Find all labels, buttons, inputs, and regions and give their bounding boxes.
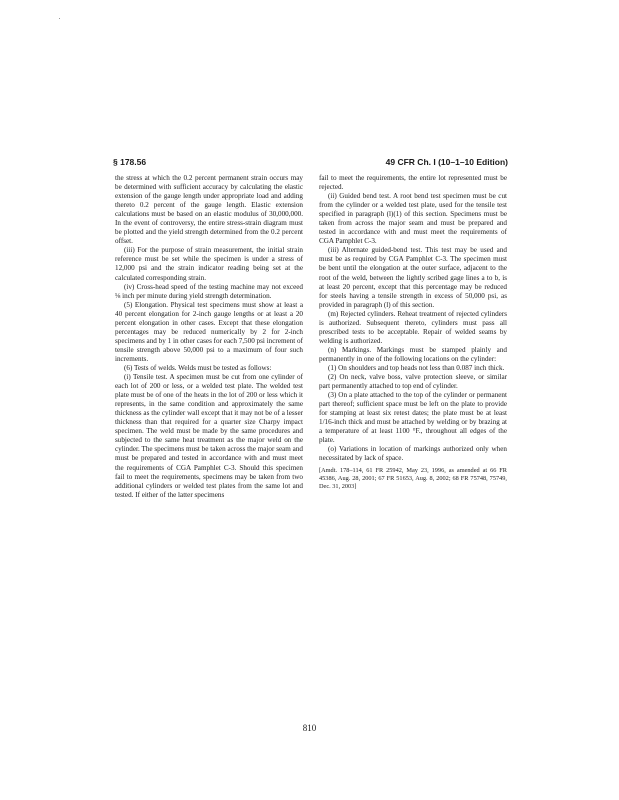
paragraph: fail to meet the requirements, the entire lot represented must be rejected. <box>319 174 507 192</box>
paragraph: (iv) Cross-head speed of the testing machine may not exceed ⅛ inch per minute during yield strength determination. <box>115 282 303 300</box>
paragraph: (1) On shoulders and top heads not less than 0.087 inch thick. <box>328 363 505 372</box>
paragraph: (ii) Guided bend test. A root bend test specimen must be cut from the cylinder or a welded test plate, used for the tensile test specified in paragraph (l)(1) of this section. Specimens must be taken from across the major seam and must be prepared and tested in accordance with and must meet the requirements of CGA Pamphlet C-3. <box>319 192 507 246</box>
paragraph: (n) Markings. Markings must be stamped plainly and permanently in one of the following locations on the cylinder: <box>319 345 507 363</box>
paragraph: the stress at which the 0.2 percent permanent strain occurs may be determined with sufficient accuracy by calculating the elastic extension of the gauge length under appropriate load and adding thereto 0.2 percent of the gauge length. Elastic extension calculations must be based on an elastic modulus of 30,000,000. In the event of controversy, the entire stress-strain diagram must be plotted and the yield strength determined from the 0.2 percent offset. <box>115 174 303 246</box>
running-header <box>113 157 508 169</box>
paragraph: (3) On a plate attached to the top of the cylinder or permanent part thereof; sufficient space must be left on the plate to provide for stamping at least six retest dates; the plate must be at least 1/16-inch thick and must be attached by welding or by brazing at a temperature of at least 1100 °F., throughout all edges of the plate. <box>319 391 507 445</box>
paragraph: (5) Elongation. Physical test specimens must show at least a 40 percent elongation for 2-inch gauge lengths or at least a 20 percent elongation in other cases. Except that these elongation percentages may be reduced numerically by 2 for 2-inch specimens and by 1 in other cases for each 7,500 psi increment of tensile strength above 50,000 psi to a maximum of four such increments. <box>115 300 303 363</box>
paragraph: (iii) Alternate guided-bend test. This test may be used and must be as required by CGA Pamphlet C-3. The specimen must be bent until the elongation at the outer surface, adjacent to the root of the weld, between the lightly scribed gage lines a to b, is at least 20 percent, except that this percentage may be reduced for steels having a tensile strength in excess of 50,000 psi, as provided in paragraph (l) of this section. <box>319 246 507 309</box>
paragraph: (6) Tests of welds. Welds must be tested as follows: <box>124 363 272 372</box>
paragraph: (o) Variations in location of markings authorized only when necessitated by lack of space. <box>319 445 507 463</box>
paragraph: (i) Tensile test. A specimen must be cut from one cylinder of each lot of 200 or less, or a welded test plate. The welded test plate must be of one of the heats in the lot of 200 or less which it represents, in the same condition and approximately the same thickness as the cylinder wall except that it may not be of a lesser thickness than that required for a quarter size Charpy impact specimen. The weld must be made by the same procedures and subjected to the same heat treatment as the major weld on the cylinder. The specimens must be taken across the major seam and must be prepared and tested in accordance with and must meet the requirements of CGA Pamphlet C-3. Should this specimen fail to meet the requirements, specimens may be taken from two additional cylinders or welded test plates from the same lot and tested. If either of the latter specimens <box>115 373 303 499</box>
paragraph: (m) Rejected cylinders. Reheat treatment of rejected cylinders is authorized. Subsequent thereto, cylinders must pass all prescribed tests to be acceptable. Repair of welded seams by welding is authorized. <box>319 309 507 345</box>
paragraph: (iii) For the purpose of strain measurement, the initial strain reference must be set while the specimen is under a stress of 12,000 psi and the strain indicator reading being set at the calculated corresponding strain. <box>115 246 303 282</box>
page-number: 810 <box>302 723 317 733</box>
paragraph: (2) On neck, valve boss, valve protection sleeve, or similar part permanently attached to top end of cylinder. <box>319 373 507 391</box>
scan-speck <box>59 18 60 19</box>
section-number: § 178.56 <box>113 157 147 167</box>
left-column <box>115 174 303 500</box>
amendment-citation: [Amdt. 178–114, 61 FR 25942, May 23, 1996, as amended at 66 FR 45386, Aug. 28, 2001; 67 FR 51653, Aug. 8, 2002; 68 FR 75748, 75749, Dec. 31, 2003] <box>319 466 507 490</box>
cfr-edition: 49 CFR Ch. I (10–1–10 Edition) <box>385 157 508 167</box>
right-column <box>319 174 507 491</box>
